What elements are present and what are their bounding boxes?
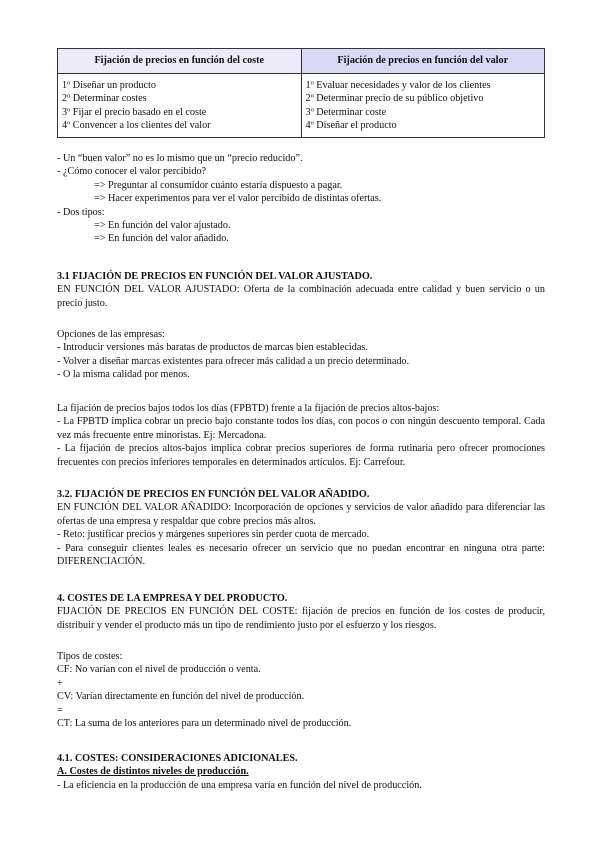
cost-step: 2º Determinar costes xyxy=(62,93,147,105)
fpbtd-intro: La fijación de precios bajos todos los días (FPBTD) frente a la fijación de precios altos-bajos: xyxy=(57,403,440,414)
intro-list xyxy=(57,152,545,246)
option-item: - O la misma calidad por menos. xyxy=(57,369,190,381)
section-definition: EN FUNCIÓN DEL VALOR AÑADIDO: Incorporación de opciones y servicios de valor añadido para diferenciar las ofertas de una empresa y respaldar que cobre precios más altos. xyxy=(57,502,545,527)
plus-sign: + xyxy=(57,677,63,689)
challenge-text: - Reto: justificar precios y márgenes superiores sin perder cuota de mercado. xyxy=(57,529,370,541)
fpbtd-paragraphs xyxy=(57,402,545,469)
section-3-2 xyxy=(57,488,545,568)
value-step: 3º Determinar coste xyxy=(305,106,387,118)
value-step: 1º Evaluar necesidades y valor de los clientes xyxy=(305,80,491,91)
loyal-clients-text: - Para conseguir clientes leales es necesario ofrecer un servicio que no puedan encontrar en ninguna otra parte: DIFERENCIACIÓN. xyxy=(57,542,545,568)
section-3-1 xyxy=(57,270,545,310)
section-heading: 3.1 FIJACIÓN DE PRECIOS EN FUNCIÓN DEL VALOR AJUSTADO. xyxy=(57,271,373,282)
intro-line: => Preguntar al consumidor cuánto estaría dispuesto a pagar. xyxy=(94,179,343,191)
table-cell-cost-steps xyxy=(58,74,302,138)
cost-step: 1º Diseñar un producto xyxy=(62,80,156,91)
intro-line: => En función del valor añadido. xyxy=(94,233,229,245)
cost-step: 3º Fijar el precio basado en el coste xyxy=(62,106,207,118)
intro-line: - Dos tipos: xyxy=(57,206,105,218)
total-costs: CT: La suma de los anteriores para un determinado nivel de producción. xyxy=(57,718,352,730)
section-definition: FIJACIÓN DE PRECIOS EN FUNCIÓN DEL COSTE: fijación de precios en función de los costes de producir, distribuir y vender el producto más un tipo de rendimiento justo por el esfuerzo y los riesgos. xyxy=(57,606,545,631)
section-heading: 4. COSTES DE LA EMPRESA Y DEL PRODUCTO. xyxy=(57,593,288,604)
comparison-table xyxy=(57,48,545,138)
fpbtd-text: - La FPBTD implica cobrar un precio bajo constante todos los días, con pocos o con ningún descuento temporal. Cada vez más frecuente entre minoristas. Ej: Mercadona. xyxy=(57,416,545,441)
company-options xyxy=(57,328,545,382)
intro-line: => Hacer experimentos para ver el valor percibido de distintas ofertas. xyxy=(94,193,382,205)
table-row xyxy=(58,74,545,138)
equals-sign: = xyxy=(57,704,63,716)
table-header-row xyxy=(58,49,545,74)
section-4 xyxy=(57,592,545,632)
intro-line: - Un “buen valor” no es lo mismo que un “precio reducido”. xyxy=(57,153,303,164)
table-header-value: Fijación de precios en función del valor xyxy=(301,49,545,74)
table-header-cost: Fijación de precios en función del coste xyxy=(58,49,302,74)
subsection-heading: A. Costes de distintos niveles de producción. xyxy=(57,766,249,778)
options-title: Opciones de las empresas: xyxy=(57,329,165,340)
table-cell-value-steps xyxy=(301,74,545,138)
efficiency-text: - La eficiencia en la producción de una empresa varía en función del nivel de producción. xyxy=(57,779,422,791)
cost-types-title: Tipos de costes: xyxy=(57,651,123,662)
section-4-1 xyxy=(57,752,545,792)
option-item: - Volver a diseñar marcas existentes para ofrecer más calidad a un precio determinado. xyxy=(57,355,410,367)
section-heading: 3.2. FIJACIÓN DE PRECIOS EN FUNCIÓN DEL VALOR AÑADIDO. xyxy=(57,489,370,500)
option-item: - Introducir versiones más baratas de productos de marcas bien establecidas. xyxy=(57,342,368,354)
section-definition: EN FUNCIÓN DEL VALOR AJUSTADO: Oferta de la combinación adecuada entre calidad y buen servicio o un precio justo. xyxy=(57,284,545,309)
fixed-costs: CF: No varían con el nivel de producción o venta. xyxy=(57,664,261,676)
value-step: 4º Diseñar el producto xyxy=(305,120,397,132)
cost-step: 4º Convencer a los clientes del valor xyxy=(62,120,211,132)
section-heading: 4.1. COSTES: CONSIDERACIONES ADICIONALES. xyxy=(57,753,298,764)
value-step: 2º Determinar precio de su público objetivo xyxy=(305,93,484,105)
high-low-text: - La fijación de precios altos-bajos implica cobrar precios superiores de forma rutinaria pero ofrecer promociones frecuentes con precios inferiores temporales en determinados artículos. Ej: Carrefour. xyxy=(57,443,545,468)
cost-types xyxy=(57,650,545,730)
intro-line: => En función del valor ajustado. xyxy=(94,220,231,232)
intro-line: - ¿Cómo conocer el valor percibido? xyxy=(57,166,207,178)
variable-costs: CV: Varían directamente en función del nivel de producción. xyxy=(57,691,305,703)
